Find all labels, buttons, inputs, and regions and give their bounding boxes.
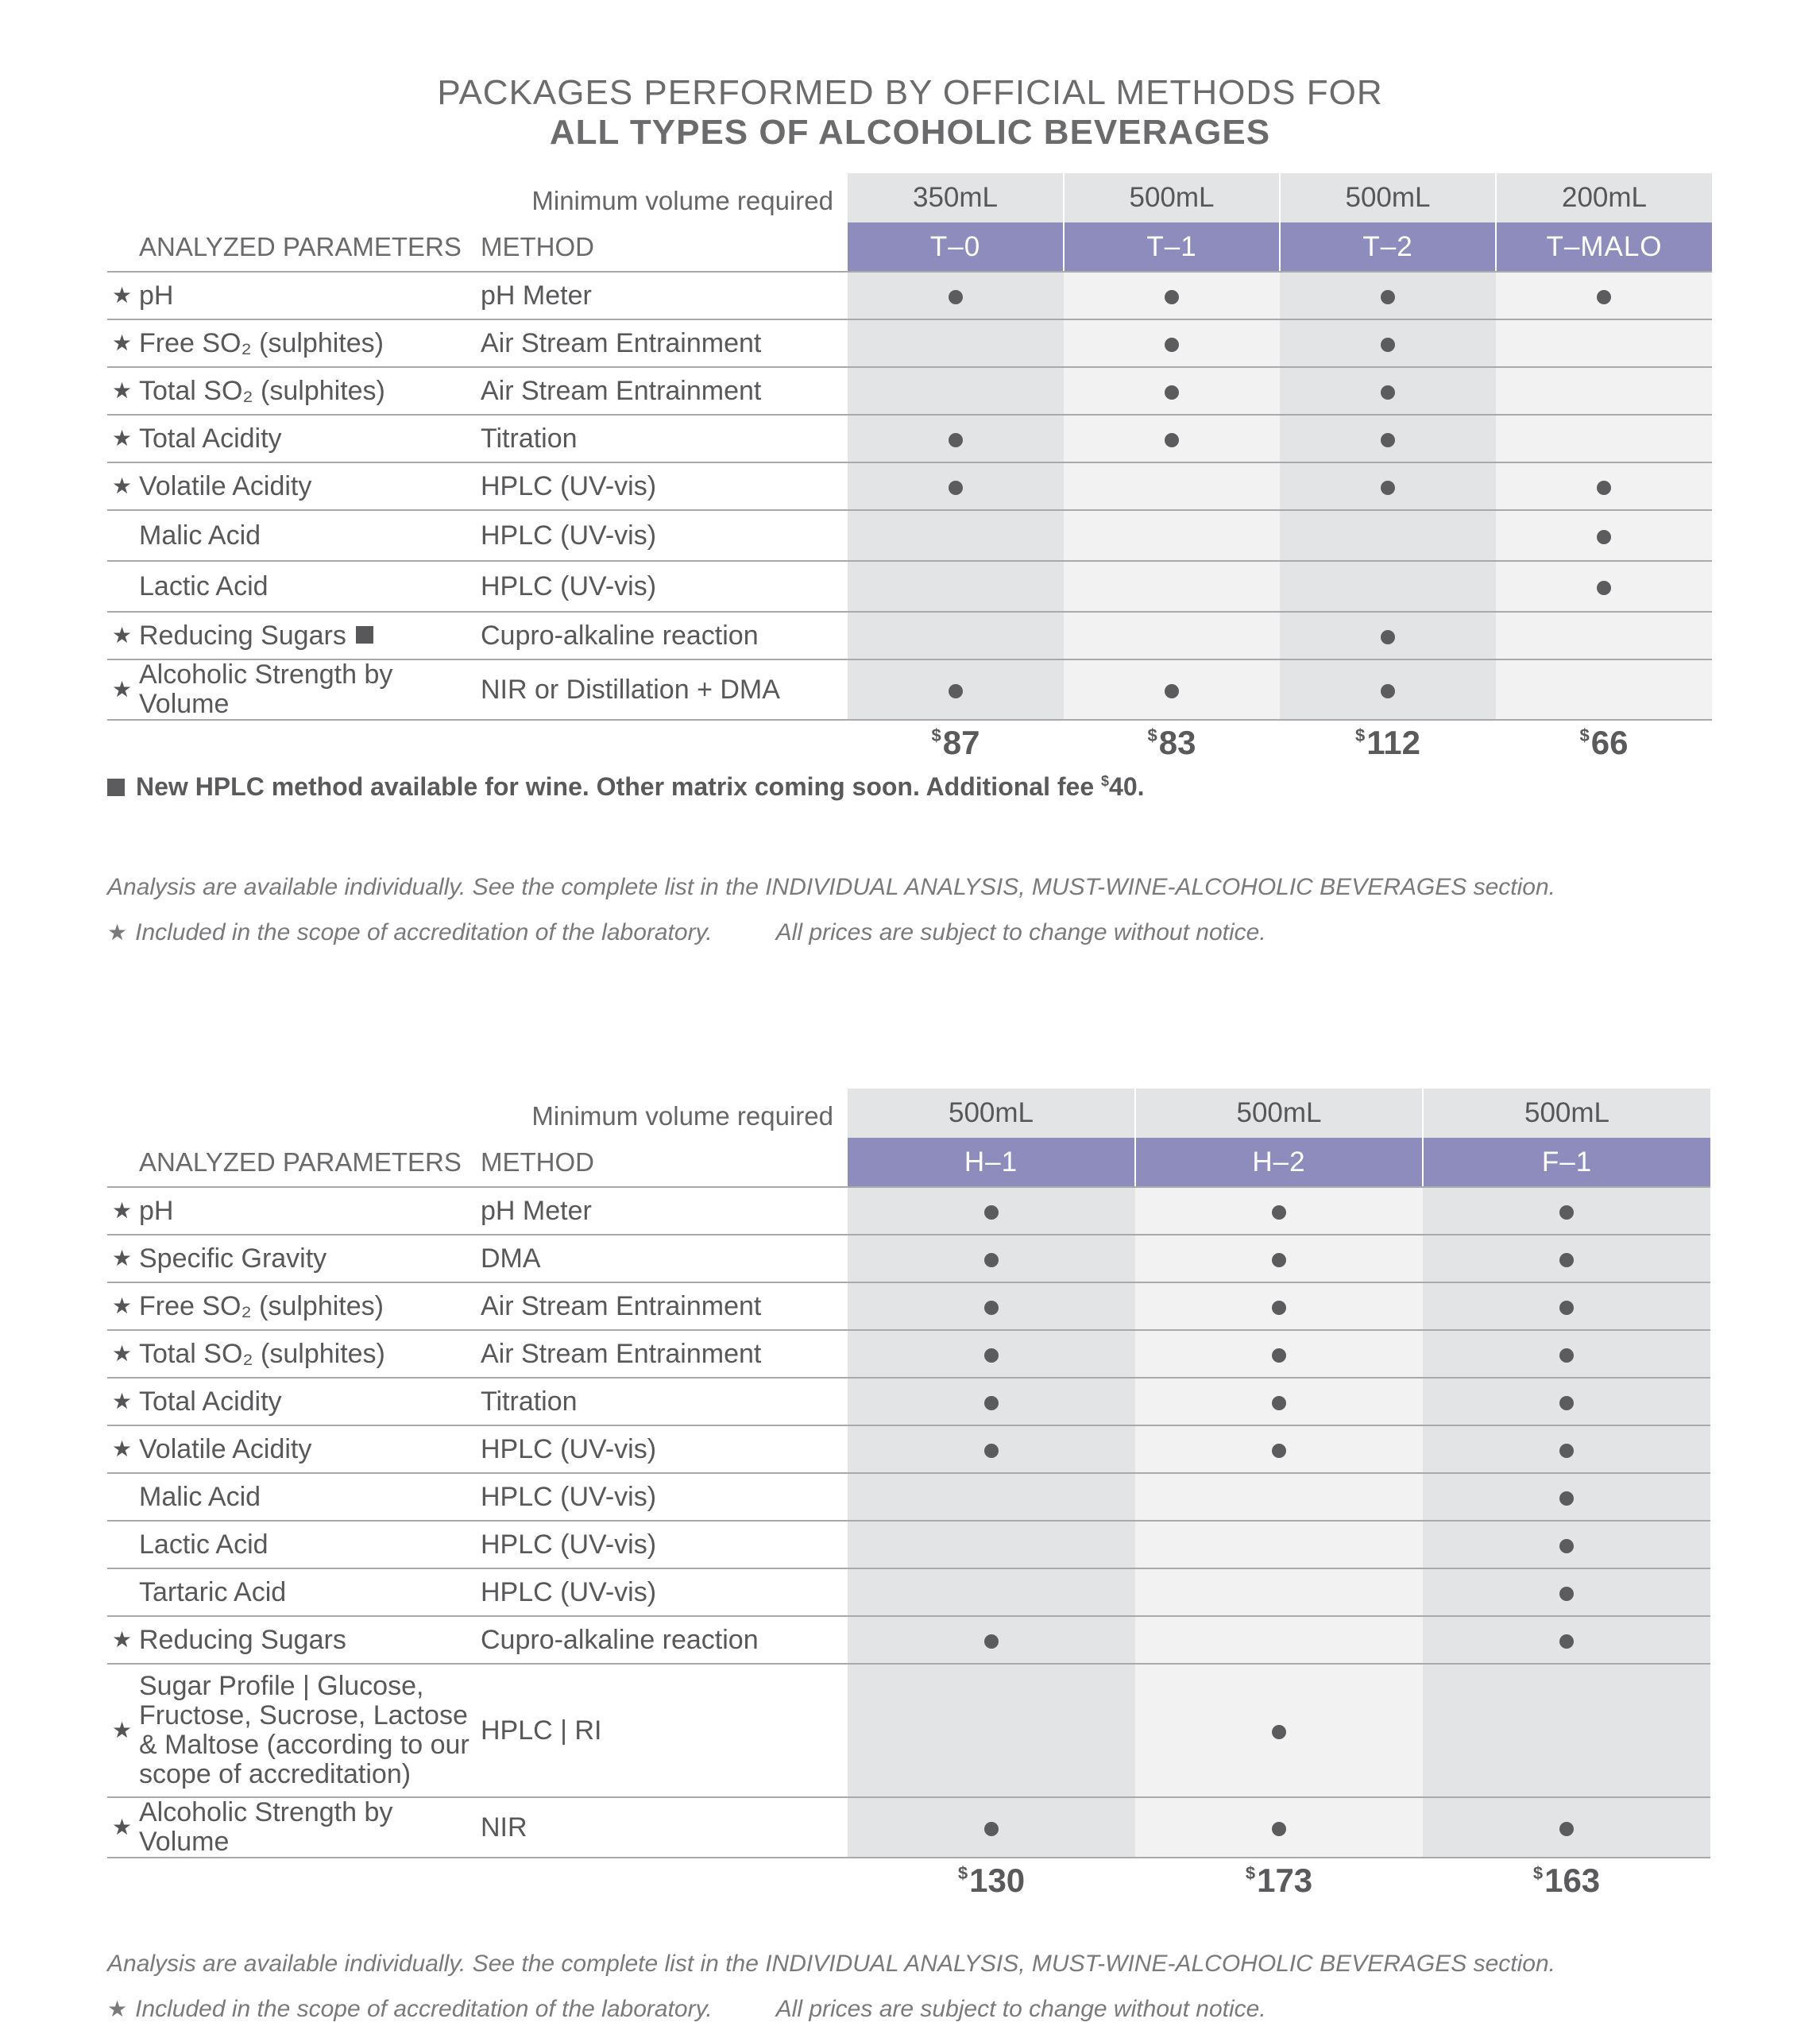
mark-cell [848,1797,1135,1858]
price-spacer [107,1858,848,1905]
mark-cell [1496,272,1712,319]
parameter-cell [107,415,481,462]
price-value: 66 [1590,724,1629,761]
mark-cell [848,1330,1135,1378]
parameter-cell [107,510,481,561]
mark-cell [1496,659,1712,720]
bullet-icon [1559,1301,1574,1315]
mark-cell [1064,272,1280,319]
mark-cell [1280,367,1496,415]
parameter-name: Volatile Acidity [139,1433,312,1464]
mark-cell [1280,510,1496,561]
price-value: 112 [1366,724,1421,761]
prices-note-text: All prices are subject to change without notice. [775,1996,1266,2022]
table-row [107,1425,1710,1473]
bullet-icon [949,481,963,495]
mark-cell [1423,1330,1710,1378]
mark-cell [1135,1378,1423,1425]
method-cell: pH Meter [481,1187,848,1235]
parameter-name: Alcoholic Strength by Volume [139,659,393,719]
bullet-icon [1165,290,1179,304]
star-icon: ★ [112,622,133,648]
mark-cell [1280,659,1496,720]
bullet-icon [1381,481,1395,495]
parameter-cell [107,1521,481,1568]
hplc-footnote-fee: 40. [1109,772,1145,801]
parameter-cell [107,1235,481,1282]
bullet-icon [1272,1348,1286,1363]
mark-cell [1423,1425,1710,1473]
table-row [107,319,1712,367]
parameter-name: Specific Gravity [139,1243,327,1274]
star-icon: ★ [107,1997,128,2021]
method-cell: Cupro-alkaline reaction [481,612,848,659]
parameter-name: Total SO₂ (sulphites) [139,1338,385,1369]
bullet-icon [1381,290,1395,304]
mark-cell [1064,462,1280,510]
table-row [107,659,1712,720]
parameter-cell [107,612,481,659]
star-icon: ★ [112,1626,133,1652]
mark-cell [848,319,1064,367]
mark-cell [1064,319,1280,367]
mark-cell [1496,462,1712,510]
individual-note-1: Analysis are available individually. See the complete list in the INDIVIDUAL ANALYSIS, MUST-WINE-ALCOHOLIC BEVERAGES section. [107,874,1555,900]
currency-symbol: $ [1532,1863,1544,1883]
bullet-icon [1381,338,1395,352]
bullet-icon [1559,1539,1574,1553]
parameter-name: Alcoholic Strength by Volume [139,1797,393,1857]
mark-cell [1135,1473,1423,1521]
parameter-cell [107,462,481,510]
mark-cell [1423,1568,1710,1616]
package-table-1 [107,173,1712,768]
bullet-icon [1559,1205,1574,1220]
mark-cell [848,1616,1135,1664]
mark-cell [848,272,1064,319]
mark-cell [1496,415,1712,462]
parameter-name: Total SO₂ (sulphites) [139,375,385,406]
method-cell: pH Meter [481,272,848,319]
mark-cell [848,1664,1135,1797]
star-icon: ★ [112,1245,133,1270]
volume-cell: 500mL [848,1089,1135,1138]
package-price [1280,720,1496,768]
page-title-line2: ALL TYPES OF ALCOHOLIC BEVERAGES [549,113,1271,152]
accreditation-note-2 [107,1996,1266,2023]
package-code: T–0 [848,222,1064,272]
parameter-name: Volatile Acidity [139,470,312,501]
package-price [848,720,1064,768]
mark-cell [848,1235,1135,1282]
package-code: T–2 [1280,222,1496,272]
mark-cell [848,1425,1135,1473]
bullet-icon [1272,1444,1286,1458]
parameter-name: Lactic Acid [139,1529,269,1560]
bullet-icon [1272,1822,1286,1836]
mark-cell [848,510,1064,561]
mark-cell [848,659,1064,720]
mark-cell [1280,415,1496,462]
mark-cell [848,1521,1135,1568]
table-row [107,415,1712,462]
mark-cell [848,612,1064,659]
parameter-name: Total Acidity [139,1386,282,1417]
bullet-icon [984,1396,999,1410]
package-code: H–2 [1135,1138,1423,1187]
mark-cell [848,1378,1135,1425]
mark-cell [848,561,1064,612]
accreditation-note-text: Included in the scope of accreditation of the laboratory. [135,1996,713,2022]
mark-cell [1280,612,1496,659]
package-price [1135,1858,1423,1905]
bullet-icon [984,1634,999,1649]
table-row [107,510,1712,561]
bullet-icon [1559,1491,1574,1506]
bullet-icon [984,1822,999,1836]
mark-cell [1135,1521,1423,1568]
currency-symbol: $ [957,1863,968,1883]
method-column-header: METHOD [481,222,848,272]
star-icon: ★ [112,330,133,355]
table-row [107,1282,1710,1330]
bullet-icon [1381,684,1395,698]
bullet-icon [949,290,963,304]
star-icon: ★ [112,1717,133,1742]
mark-cell [1423,1187,1710,1235]
table-row [107,1568,1710,1616]
parameter-cell [107,1187,481,1235]
mark-cell [1423,1521,1710,1568]
bullet-icon [1272,1396,1286,1410]
table-row [107,272,1712,319]
method-cell: HPLC (UV-vis) [481,510,848,561]
currency-symbol: $ [1355,725,1366,745]
parameter-name: Free SO₂ (sulphites) [139,327,384,358]
mark-cell [1064,415,1280,462]
mark-cell [1423,1282,1710,1330]
bullet-icon [984,1205,999,1220]
mark-cell [1135,1330,1423,1378]
currency-symbol: $ [1147,725,1157,745]
mark-cell [1280,272,1496,319]
parameter-cell [107,1568,481,1616]
table-row [107,1616,1710,1664]
volume-cell: 500mL [1280,173,1496,222]
volume-cell: 200mL [1496,173,1712,222]
package-price [1064,720,1280,768]
bullet-icon [1272,1301,1286,1315]
price-value: 130 [969,1862,1026,1899]
star-icon: ★ [112,1293,133,1318]
parameter-name: Lactic Acid [139,570,269,601]
method-cell: DMA [481,1235,848,1282]
price-value: 87 [942,724,980,761]
mark-cell [848,1187,1135,1235]
mark-cell [1064,612,1280,659]
volume-row [107,1089,1710,1138]
price-value: 173 [1257,1862,1313,1899]
method-cell: HPLC (UV-vis) [481,462,848,510]
table-row [107,1797,1710,1858]
star-icon: ★ [112,1814,133,1839]
mark-cell [1423,1235,1710,1282]
bullet-icon [1381,385,1395,400]
bullet-icon [1597,290,1611,304]
method-cell: Air Stream Entrainment [481,1282,848,1330]
mark-cell [848,1568,1135,1616]
mark-cell [848,1473,1135,1521]
method-column-header: METHOD [481,1138,848,1187]
mark-cell [1064,367,1280,415]
min-volume-label: Minimum volume required [531,1101,834,1131]
bullet-icon [1597,530,1611,544]
bullet-icon [1381,630,1395,644]
mark-cell [1496,510,1712,561]
parameter-name: Reducing Sugars [139,1624,346,1655]
package-code: T–MALO [1496,222,1712,272]
parameter-cell [107,1282,481,1330]
volume-cell: 500mL [1135,1089,1423,1138]
method-cell: HPLC (UV-vis) [481,561,848,612]
bullet-icon [1559,1348,1574,1363]
bullet-icon [1597,481,1611,495]
table-row [107,1664,1710,1797]
mark-cell [1423,1664,1710,1797]
package-price [1423,1858,1710,1905]
price-row [107,720,1712,768]
hplc-footnote-text: New HPLC method available for wine. Other matrix coming soon. Additional fee [136,772,1101,801]
mark-cell [1135,1235,1423,1282]
accreditation-note-1 [107,919,1266,946]
bullet-icon [1165,684,1179,698]
mark-cell [1423,1797,1710,1858]
mark-cell [1280,561,1496,612]
mark-cell [1280,462,1496,510]
method-cell: Air Stream Entrainment [481,367,848,415]
star-icon: ★ [112,282,133,307]
parameter-cell [107,319,481,367]
bullet-icon [984,1444,999,1458]
price-spacer [107,720,848,768]
bullet-icon [949,684,963,698]
package-price [848,1858,1135,1905]
mark-cell [1496,319,1712,367]
parameter-cell [107,1664,481,1797]
star-icon: ★ [112,1197,133,1223]
table-row [107,367,1712,415]
parameter-name: Tartaric Acid [139,1576,287,1607]
table-row [107,1330,1710,1378]
parameter-cell [107,561,481,612]
table-row [107,1187,1710,1235]
parameter-cell [107,1425,481,1473]
bullet-icon [1165,433,1179,447]
method-cell: Titration [481,415,848,462]
mark-cell [1135,1797,1423,1858]
parameter-name: pH [139,1195,174,1226]
method-cell: HPLC (UV-vis) [481,1568,848,1616]
method-cell: Air Stream Entrainment [481,319,848,367]
price-value: 163 [1544,1862,1601,1899]
bullet-icon [1559,1587,1574,1601]
parameter-cell [107,1473,481,1521]
bullet-icon [1165,338,1179,352]
star-icon: ★ [112,377,133,403]
bullet-icon [1559,1444,1574,1458]
table-row [107,612,1712,659]
currency-symbol: $ [1245,1863,1256,1883]
mark-cell [848,367,1064,415]
mark-cell [1135,1425,1423,1473]
mark-cell [1496,561,1712,612]
parameter-cell [107,1797,481,1858]
bullet-icon [1559,1396,1574,1410]
mark-cell [1135,1187,1423,1235]
star-icon: ★ [112,676,133,702]
mark-cell [848,415,1064,462]
method-cell: HPLC (UV-vis) [481,1473,848,1521]
method-cell: Cupro-alkaline reaction [481,1616,848,1664]
table-row [107,1235,1710,1282]
star-icon: ★ [112,1388,133,1413]
prices-note-text: All prices are subject to change without notice. [775,919,1266,945]
mark-cell [1423,1616,1710,1664]
parameter-name: Malic Acid [139,1481,261,1512]
mark-cell [1496,367,1712,415]
individual-note-2: Analysis are available individually. See the complete list in the INDIVIDUAL ANALYSIS, MUST-WINE-ALCOHOLIC BEVERAGES section. [107,1951,1555,1977]
price-row [107,1858,1710,1905]
accreditation-note-text: Included in the scope of accreditation of the laboratory. [135,919,713,945]
bullet-icon [1381,433,1395,447]
star-icon: ★ [112,1340,133,1366]
package-code: F–1 [1423,1138,1710,1187]
bullet-icon [984,1301,999,1315]
parameter-cell [107,1616,481,1664]
mark-cell [1064,510,1280,561]
bullet-icon [1559,1634,1574,1649]
parameter-cell [107,272,481,319]
param-column-header: ANALYZED PARAMETERS [107,222,481,272]
star-icon: ★ [112,473,133,498]
currency-symbol: $ [931,725,941,745]
star-icon: ★ [107,920,128,945]
parameter-name: Free SO₂ (sulphites) [139,1290,384,1321]
param-column-header: ANALYZED PARAMETERS [107,1138,481,1187]
currency-symbol: $ [1101,773,1110,789]
bullet-icon [1272,1253,1286,1267]
mark-cell [1280,319,1496,367]
star-icon: ★ [112,425,133,450]
bullet-icon [1272,1725,1286,1739]
bullet-icon [1559,1253,1574,1267]
parameter-cell [107,367,481,415]
square-icon [107,779,125,796]
bullet-icon [1597,581,1611,595]
parameter-name: Sugar Profile | Glucose, Fructose, Sucrose, Lactose & Maltose (according to our scope of accreditation) [139,1671,469,1789]
volume-cell: 350mL [848,173,1064,222]
bullet-icon [1559,1822,1574,1836]
package-code: T–1 [1064,222,1280,272]
method-cell: HPLC | RI [481,1664,848,1797]
mark-cell [1135,1282,1423,1330]
currency-symbol: $ [1579,725,1590,745]
package-table-2 [107,1089,1710,1905]
header-row [107,1138,1710,1187]
method-cell: NIR or Distillation + DMA [481,659,848,720]
volume-cell: 500mL [1423,1089,1710,1138]
parameter-name: Malic Acid [139,520,261,551]
bullet-icon [984,1348,999,1363]
square-icon [356,626,373,644]
volume-row [107,173,1712,222]
star-icon: ★ [112,1436,133,1461]
package-code: H–1 [848,1138,1135,1187]
price-value: 83 [1158,724,1196,761]
header-row [107,222,1712,272]
table-row [107,1521,1710,1568]
mark-cell [1135,1616,1423,1664]
mark-cell [848,462,1064,510]
bullet-icon [984,1253,999,1267]
table-row [107,561,1712,612]
method-cell: Air Stream Entrainment [481,1330,848,1378]
bullet-icon [1272,1205,1286,1220]
bullet-icon [949,433,963,447]
parameter-cell [107,1378,481,1425]
parameter-cell [107,1330,481,1378]
mark-cell [1135,1568,1423,1616]
table-row [107,1378,1710,1425]
mark-cell [1496,612,1712,659]
parameter-name: Total Acidity [139,423,282,454]
mark-cell [1423,1378,1710,1425]
mark-cell [1135,1664,1423,1797]
min-volume-label: Minimum volume required [531,186,834,215]
mark-cell [1064,561,1280,612]
method-cell: NIR [481,1797,848,1858]
parameter-name: pH [139,280,174,311]
package-price [1496,720,1712,768]
table-row [107,1473,1710,1521]
mark-cell [1064,659,1280,720]
bullet-icon [1165,385,1179,400]
table-row [107,462,1712,510]
page-title-line1: PACKAGES PERFORMED BY OFFICIAL METHODS FOR [437,73,1383,112]
mark-cell [848,1282,1135,1330]
parameter-cell [107,659,481,720]
hplc-footnote [107,772,1145,802]
parameter-name: Reducing Sugars [139,620,346,651]
method-cell: HPLC (UV-vis) [481,1521,848,1568]
method-cell: HPLC (UV-vis) [481,1425,848,1473]
mark-cell [1423,1473,1710,1521]
method-cell: Titration [481,1378,848,1425]
volume-cell: 500mL [1064,173,1280,222]
